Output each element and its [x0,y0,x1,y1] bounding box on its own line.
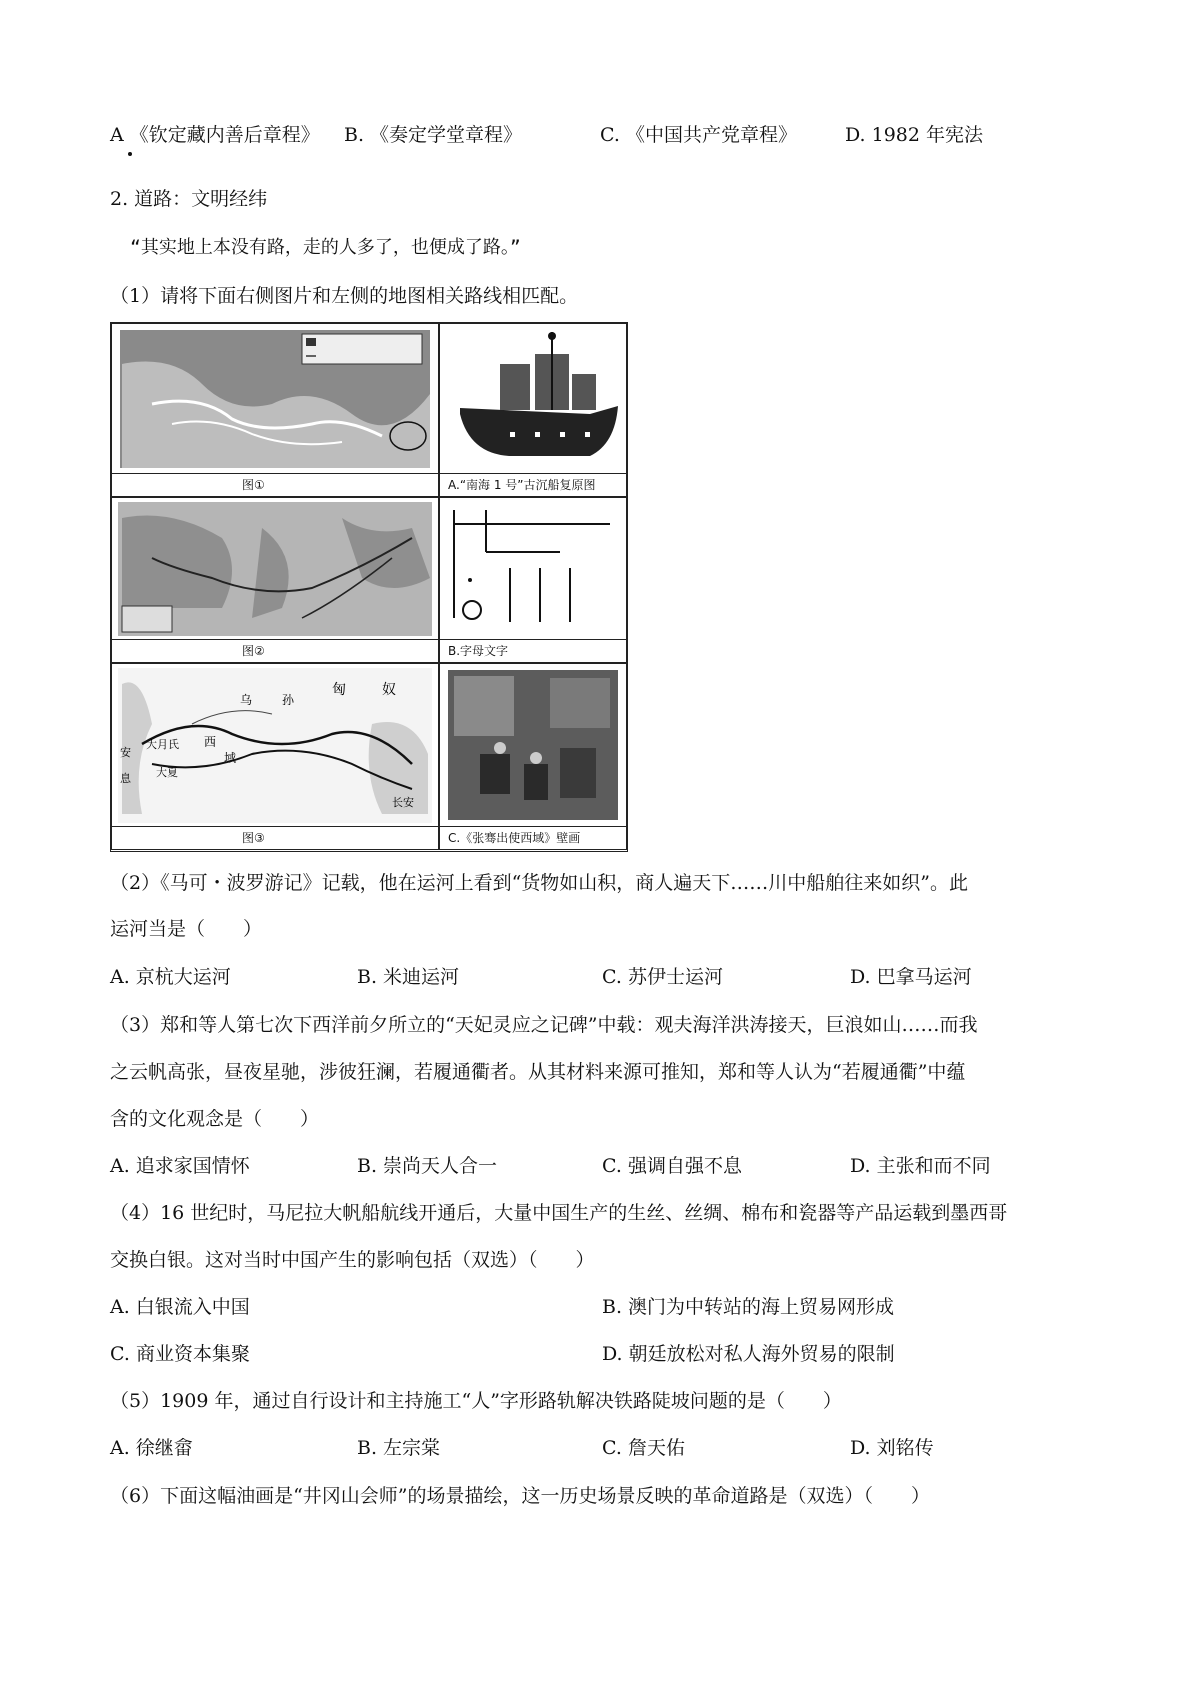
zhangqian-mural-image [440,664,626,827]
ship-picture [439,323,627,497]
matching-figure-grid [110,322,628,852]
map3-label-daxia: 大夏 [156,767,178,779]
q2-part4-option-a: A. 白银流入中国 [110,1296,250,1318]
q2-part3-line1: （3）郑和等人第七次下西洋前夕所立的“天妃灵应之记碑”中载：观夫海洋洪涛接天，巨浪如山……而我 [110,1014,978,1036]
q2-part5-line1: （5）1909 年，通过自行设计和主持施工“人”字形路轨解决铁路陡坡问题的是（ ） [110,1390,842,1412]
q2-part2-option-c: C. 苏伊士运河 [602,966,723,988]
picB-caption: B.字母文字 [440,639,626,662]
fig3-caption: 图③ [112,826,438,849]
fig1-caption: 图① [112,473,438,496]
nanhai-ship-image [440,324,626,474]
q2-part3-option-c: C. 强调自强不息 [602,1155,742,1177]
q2-part2-option-b: B. 米迪运河 [357,966,460,988]
q1-option-a: A 《钦定藏内善后章程》 [110,124,320,146]
q2-quote: “其实地上本没有路，走的人多了，也便成了路。” [130,237,521,258]
q2-part4-option-d: D. 朝廷放松对私人海外贸易的限制 [602,1343,895,1365]
q2-part3-option-b: B. 崇尚天人合一 [357,1155,498,1177]
q2-part3-option-d: D. 主张和而不同 [850,1155,991,1177]
q2-part2-option-d: D. 巴拿马运河 [850,966,972,988]
q2-part3-line3: 含的文化观念是（ ） [110,1108,320,1130]
map-figure-1 [111,323,439,497]
mural-picture [439,663,627,850]
fig2-caption: 图② [112,639,438,662]
q2-part4-option-c: C. 商业资本集聚 [110,1343,250,1365]
q1-option-d: D. 1982 年宪法 [845,124,984,146]
q2-part6-line1: （6）下面这幅油画是“井冈山会师”的场景描绘，这一历史场景反映的革命道路是（双选）（ ） [110,1485,931,1507]
q2-part1: （1）请将下面右侧图片和左侧的地图相关路线相匹配。 [110,285,579,307]
q2-part4-option-b: B. 澳门为中转站的海上贸易网形成 [602,1296,895,1318]
map3-label-an: 安 [120,747,131,759]
q2-part2-line1: （2）《马可・波罗游记》记载，他在运河上看到“货物如山积，商人遍天下……川中船舶往来如织”。此 [110,872,969,894]
q1-option-c: C. 《中国共产党章程》 [600,124,797,146]
phoenician-map-image [112,324,438,474]
alphabet-script-image [440,498,626,640]
alphabet-picture [439,497,627,663]
q2-part5-option-b: B. 左宗棠 [357,1437,441,1459]
q2-part5-option-d: D. 刘铭传 [850,1437,934,1459]
map3-label-xiyu-2: 域 [224,751,237,765]
map3-label-xi: 息 [120,773,131,785]
map-figure-2 [111,497,439,663]
map3-label-nu: 奴 [382,681,396,697]
q2-part3-option-a: A. 追求家国情怀 [110,1155,250,1177]
picC-caption: C.《张骞出使西域》壁画 [440,826,626,849]
zhenghe-route-map-image [112,498,438,640]
q2-part5-option-c: C. 詹天佑 [602,1437,685,1459]
q2-title: 2. 道路：文明经纬 [110,188,268,210]
map3-label-changan: 长安 [392,797,414,809]
silk-road-map-image [112,664,438,827]
option-dot-mark [128,152,132,156]
map-figure-3 [111,663,439,850]
q2-part5-option-a: A. 徐继畲 [110,1437,193,1459]
q2-part2-line2: 运河当是（ ） [110,918,263,940]
map3-label-xiyu-1: 西 [204,735,217,749]
picA-caption: A.“南海 1 号”古沉船复原图 [440,473,626,496]
q2-part4-line1: （4）16 世纪时，马尼拉大帆船航线开通后，大量中国生产的生丝、丝绸、棉布和瓷器等产品运载到墨西哥 [110,1202,1008,1224]
q2-part4-line2: 交换白银。这对当时中国产生的影响包括（双选）（ ） [110,1249,595,1271]
map3-label-xiong: 匈 [332,681,346,697]
q1-option-b: B. 《奏定学堂章程》 [344,124,523,146]
map3-label-wu: 乌 [240,693,253,707]
map3-label-dayuezhi: 大月氏 [146,739,179,751]
q2-part2-option-a: A. 京杭大运河 [110,966,231,988]
q2-part3-line2: 之云帆高张，昼夜星驰，涉彼狂澜，若履通衢者。从其材料来源可推知，郑和等人认为“若履通衢”中蕴 [110,1061,966,1083]
map3-label-sun: 孙 [282,693,295,707]
